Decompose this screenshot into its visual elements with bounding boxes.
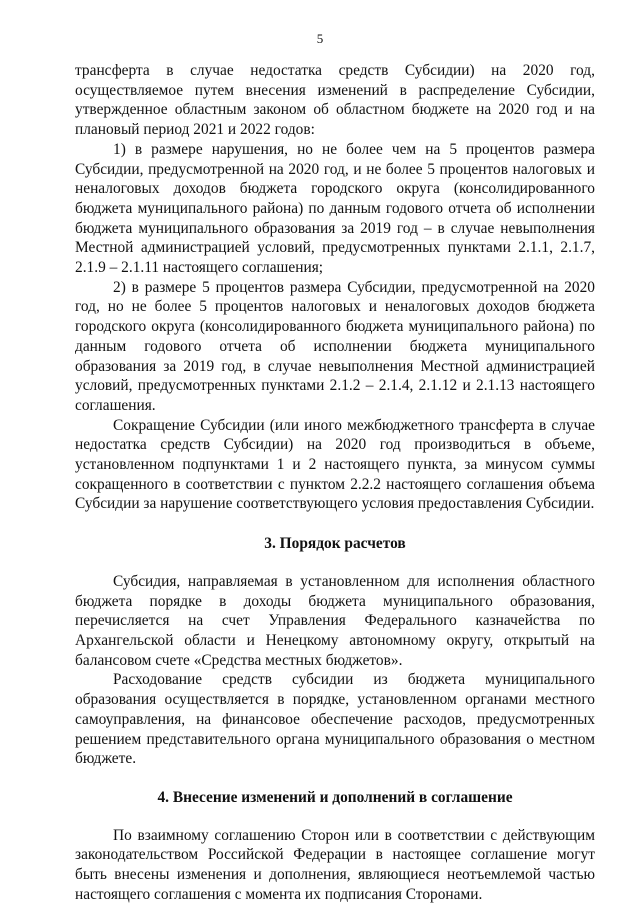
section-heading-4: 4. Внесение изменений и дополнений в соглашение: [157, 788, 513, 806]
page-number: 5: [316, 31, 324, 46]
paragraph-item-2: 2) в размере 5 процентов размера Субсидии, предусмотренной на 2020 год, но не более 5 процентов налоговых и неналоговых доходов бюджета городского округа (консолидированного бюджета муниципального района) по данным годового отчета об исполнении бюджета муниципального образования за 2019 год, в случае невыполнения Местной администрацией условий, предусмотренных пунктами 2.1.2 – 2.1.4, 2.1.12 и 2.1.13 настоящего соглашения.: [75, 278, 595, 414]
spacer: [75, 554, 595, 572]
section3-paragraph-1: Субсидия, направляемая в установленном для исполнения областного бюджета порядке в доходы бюджета муниципального образования, перечисляется на счет Управления Федерального казначейства по Архангельской области и Ненецкому автономному округу, открытый на балансовом счете «Средства местных бюджетов».: [75, 572, 595, 669]
spacer: [75, 769, 595, 788]
spacer: [75, 808, 595, 826]
section4-paragraph-1: По взаимному соглашению Сторон или в соответствии с действующим законодательством Российской Федерации в настоящее соглашение могут быть внесены изменения и дополнения, являющиеся неотъемлемой частью настоящего соглашения с момента их подписания Сторонами.: [75, 826, 595, 903]
paragraph-continuation: трансферта в случае недостатка средств Субсидии) на 2020 год, осуществляемое путем внесения изменений в распределение Субсидии, утвержденное областным законом об областном бюджете на 2020 год и на плановый период 2021 и 2022 годов:: [75, 62, 595, 139]
paragraph-reduction: Сокращение Субсидии (или иного межбюджетного трансферта в случае недостатка средств Субсидии) на 2020 год производиться в объеме, установленном подпунктами 1 и 2 настоящего пункта, за минусом суммы сокращенного в соответствии с пунктом 2.2.2 настоящего соглашения объема Субсидии за нарушение соответствующего условия предоставления Субсидии.: [75, 416, 595, 513]
section3-paragraph-2: Расходование средств субсидии из бюджета муниципального образования осуществляется в порядке, установленном органами местного самоуправления, на финансовое обеспечение расходов, предусмотренных решением представительного органа муниципального образования о местном бюджете.: [75, 671, 595, 768]
document-body: [75, 61, 595, 904]
section-heading-3: 3. Порядок расчетов: [264, 535, 406, 553]
spacer: [75, 514, 595, 534]
paragraph-item-1: 1) в размере нарушения, но не более чем на 5 процентов размера Субсидии, предусмотренной на 2020 год, и не более 5 процентов налоговых и неналоговых доходов бюджета городского округа (консолидированного бюджета муниципального района) по данным годового отчета об исполнении бюджета муниципального образования за 2019 год – в случае невыполнения Местной администрацией условий, предусмотренных пунктами 2.1.1, 2.1.7, 2.1.9 – 2.1.11 настоящего соглашения;: [75, 140, 595, 277]
